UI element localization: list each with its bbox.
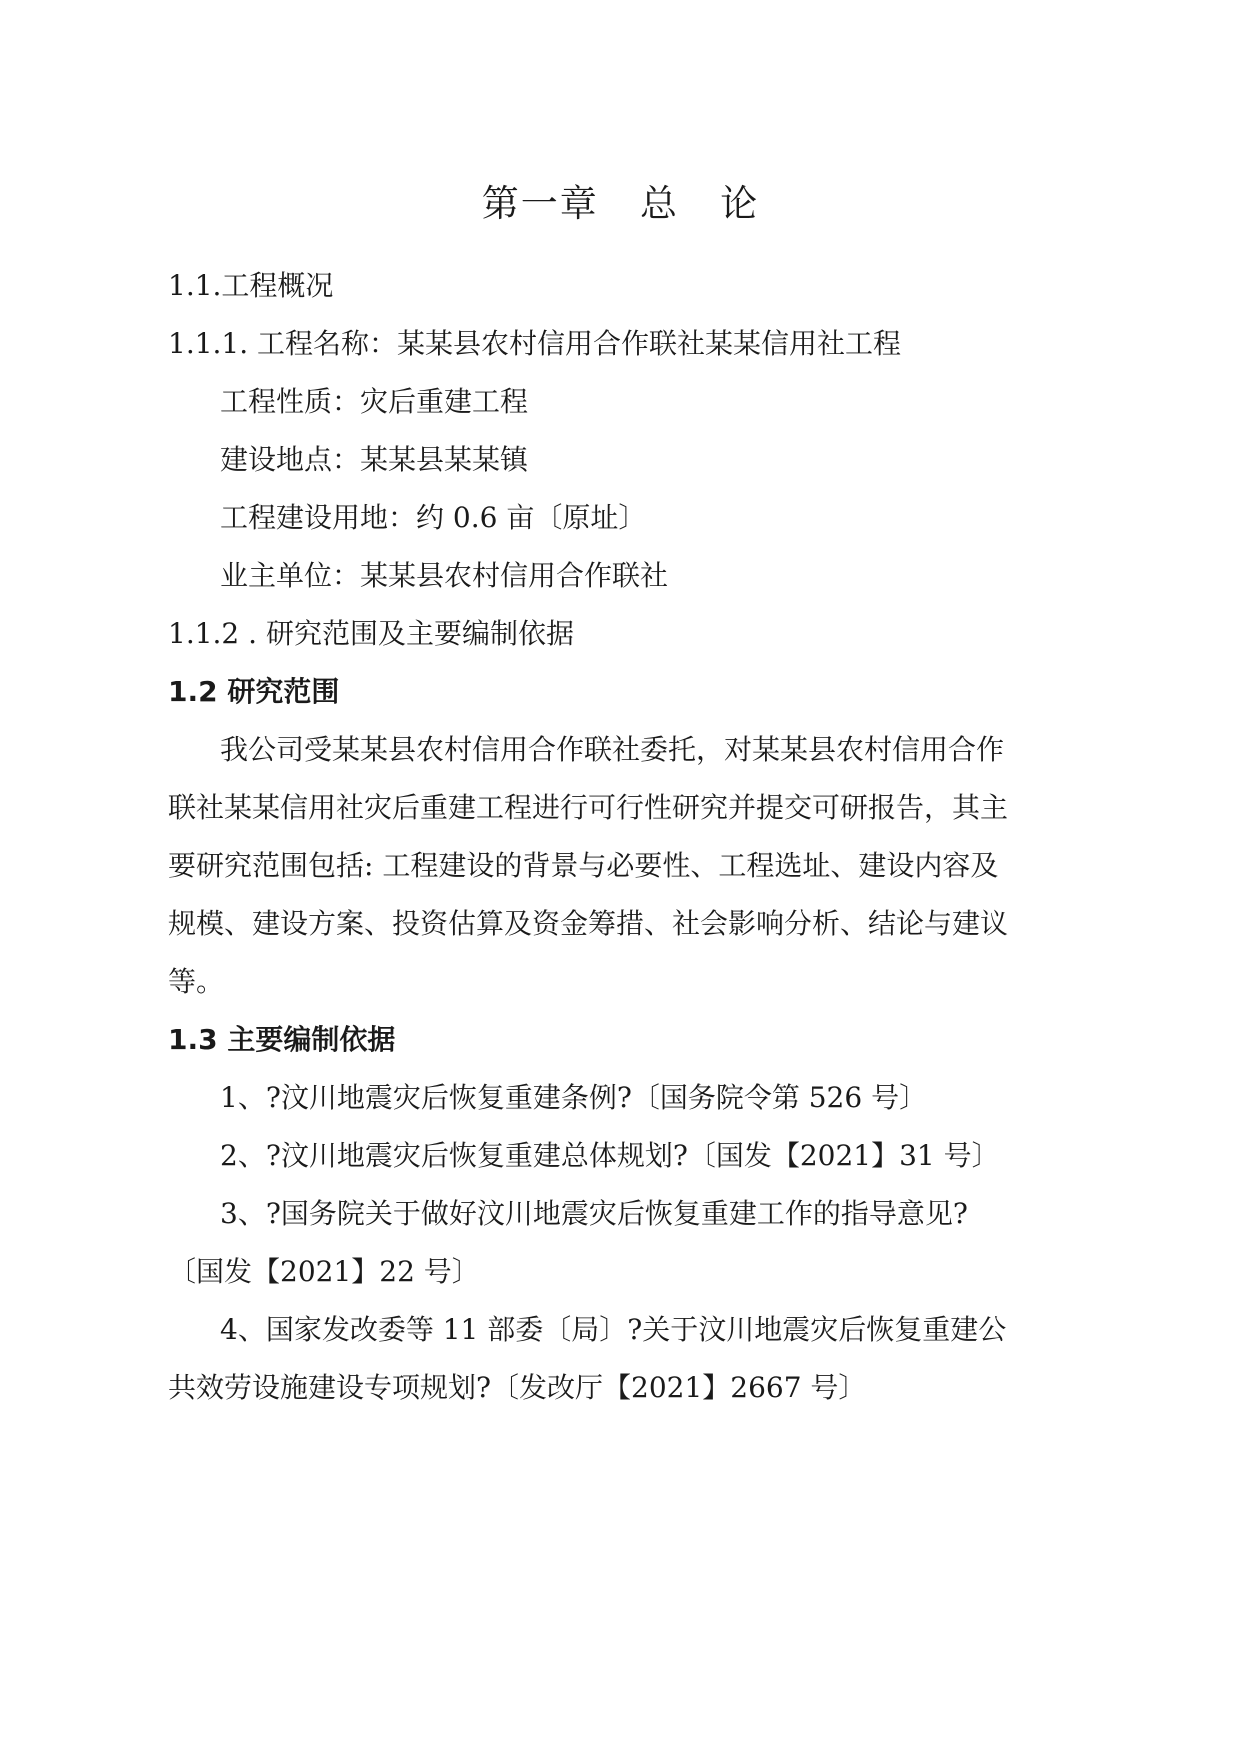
section-heading-1-3: 1.3 主要编制依据: [168, 1023, 396, 1056]
paragraph-line: 等。: [168, 965, 225, 998]
paragraph-line: 我公司受某某县农村信用合作联社委托，对某某县农村信用合作: [220, 733, 1005, 766]
basis-line: 1、?汶川地震灾后恢复重建条例?〔国务院令第 526 号〕: [220, 1081, 928, 1114]
basis-line: 共效劳设施建设专项规划?〔发改厅【2021】2667 号〕: [168, 1371, 867, 1404]
basis-line: 〔国发【2021】22 号〕: [168, 1255, 480, 1288]
paragraph-line: 联社某某信用社灾后重建工程进行可行性研究并提交可研报告，其主: [168, 791, 1009, 824]
chapter-title: 第一章 总 论: [481, 182, 760, 225]
owner-unit-line: 业主单位：某某县农村信用合作联社: [220, 559, 669, 592]
section-heading-1-1: 1.1.工程概况: [168, 269, 334, 302]
land-use-line: 工程建设用地：约 0.6 亩〔原址〕: [220, 501, 647, 534]
project-name-line: 1.1.1. 工程名称：某某县农村信用合作联社某某信用社工程: [168, 327, 902, 360]
section-heading-1-2: 1.2 研究范围: [168, 675, 340, 708]
basis-line: 2、?汶川地震灾后恢复重建总体规划?〔国发【2021】31 号〕: [220, 1139, 1000, 1172]
subsection-1-1-2: 1.1.2 . 研究范围及主要编制依据: [168, 617, 574, 650]
construction-site-line: 建设地点：某某县某某镇: [220, 443, 529, 476]
paragraph-line: 要研究范围包括: 工程建设的背景与必要性、工程选址、建设内容及: [168, 849, 999, 882]
basis-line: 3、?国务院关于做好汶川地震灾后恢复重建工作的指导意见?: [220, 1197, 968, 1230]
project-nature-line: 工程性质：灾后重建工程: [220, 385, 529, 418]
basis-line: 4、国家发改委等 11 部委〔局〕?关于汶川地震灾后恢复重建公: [220, 1313, 1007, 1346]
paragraph-line: 规模、建设方案、投资估算及资金筹措、社会影响分析、结论与建议: [168, 907, 1009, 940]
